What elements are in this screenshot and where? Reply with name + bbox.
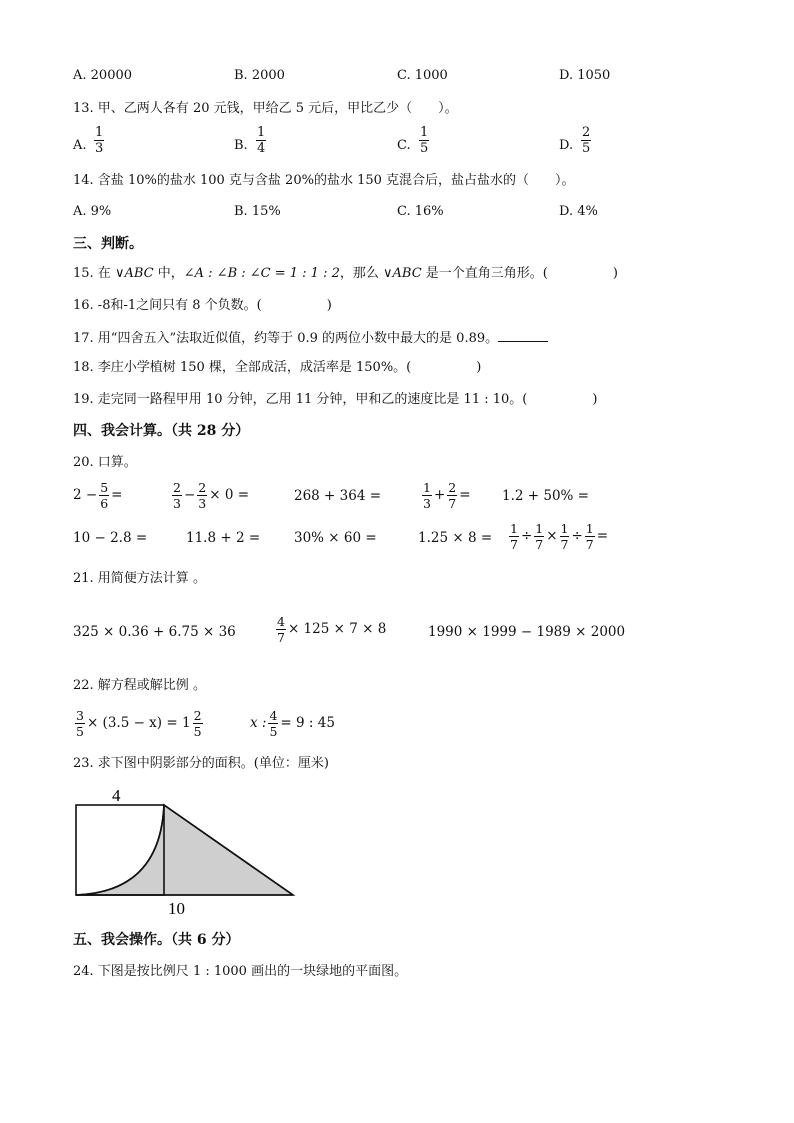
q20-expr-2: $\frac{2}{3}$ − $\frac{2}{3}$ × 0 = [173, 480, 250, 511]
q20-title: 20. 口算。 [73, 455, 137, 470]
q13-option-a-fraction: 1 3 [95, 125, 104, 156]
q13-option-a-label: A. [73, 138, 87, 153]
q13-option-d-fraction: 2 5 [582, 125, 591, 156]
q21-expr-2: $\frac{4}{7}$ × 125 × 7 × 8 [277, 614, 387, 645]
q12-option-b: B. 2000 [234, 68, 285, 83]
q13-option-b-label: B. [234, 138, 248, 153]
q17-answer-blank[interactable] [498, 329, 548, 342]
q14-option-a: A. 9% [73, 204, 112, 219]
section-5-heading: 五、我会操作。（共 6 分） [73, 932, 240, 948]
q20-expr-8: 30% × 60 = [294, 530, 377, 546]
top-length-label: 4 [112, 786, 121, 805]
q12-option-c: C. 1000 [397, 68, 448, 83]
q14-option-d: D. 4% [559, 204, 598, 219]
q16-question: 16. -8和-1之间只有 8 个负数。( ) [73, 298, 332, 313]
q20-expr-10: $\frac{1}{7}$ ÷ $\frac{1}{7}$ × $\frac{1}{7}$ ÷ $\frac{1}{7}$ = [510, 521, 609, 552]
q22-proportion-2: x : $\frac{4}{5}$ = 9 : 45 [250, 708, 335, 739]
q14-option-b: B. 15% [234, 204, 281, 219]
q13-option-c-fraction: 1 5 [420, 125, 429, 156]
q12-option-d: D. 1050 [559, 68, 611, 83]
q13-question: 13. 甲、乙两人各有 20 元钱，甲给乙 5 元后，甲比乙少（ ）。 [73, 101, 458, 116]
q15-question: 15. 在 ∨ABC 中，∠A : ∠B : ∠C = 1 : 1 : 2，那么 ∨ABC 是一个直角三角形。( ) [73, 266, 618, 281]
q24-question: 24. 下图是按比例尺 1 : 1000 画出的一块绿地的平面图。 [73, 964, 408, 979]
section-4-heading: 四、我会计算。（共 28 分） [73, 423, 250, 439]
q20-expr-4: $\frac{1}{3}$ + $\frac{2}{7}$ = [423, 480, 471, 511]
q19-question: 19. 走完同一路程甲用 10 分钟，乙用 11 分钟，甲和乙的速度比是 11 : 10。( ) [73, 392, 598, 407]
q20-expr-7: 11.8 + 2 = [186, 530, 261, 546]
q17-question: 17. 用“四舍五入”法取近似值，约等于 0.9 的两位小数中最大的是 0.89。 [73, 329, 548, 348]
q20-expr-6: 10 − 2.8 = [73, 530, 148, 546]
section-3-heading: 三、判断。 [73, 236, 143, 252]
q20-expr-9: 1.25 × 8 = [418, 530, 493, 546]
q13-option-d-label: D. [559, 138, 574, 153]
q12-option-a: A. 20000 [73, 68, 133, 83]
q14-option-c: C. 16% [397, 204, 444, 219]
q20-expr-1: 2 − $\frac{5}{6}$ = [73, 480, 123, 511]
q20-expr-5: 1.2 + 50% = [502, 488, 589, 504]
bottom-length-label: 10 [168, 899, 185, 918]
q21-title: 21. 用简便方法计算 。 [73, 571, 206, 586]
q22-title: 22. 解方程或解比例 。 [73, 678, 206, 693]
q23-figure [60, 780, 320, 920]
q21-expr-3: 1990 × 1999 − 1989 × 2000 [428, 624, 626, 640]
q22-equation-1: $\frac{3}{5}$ × (3.5 − x) = 1 $\frac{2}{5}$ [76, 708, 202, 739]
q14-question: 14. 含盐 10%的盐水 100 克与含盐 20%的盐水 150 克混合后，盐占盐水的（ ）。 [73, 173, 575, 188]
q18-question: 18. 李庄小学植树 150 棵，全部成活，成活率是 150%。( ) [73, 360, 482, 375]
q13-option-b-fraction: 1 4 [257, 125, 266, 156]
q21-expr-1: 325 × 0.36 + 6.75 × 36 [73, 624, 236, 640]
q13-option-c-label: C. [397, 138, 411, 153]
q20-expr-3: 268 + 364 = [294, 488, 382, 504]
q23-title: 23. 求下图中阴影部分的面积。(单位：厘米) [73, 756, 329, 771]
